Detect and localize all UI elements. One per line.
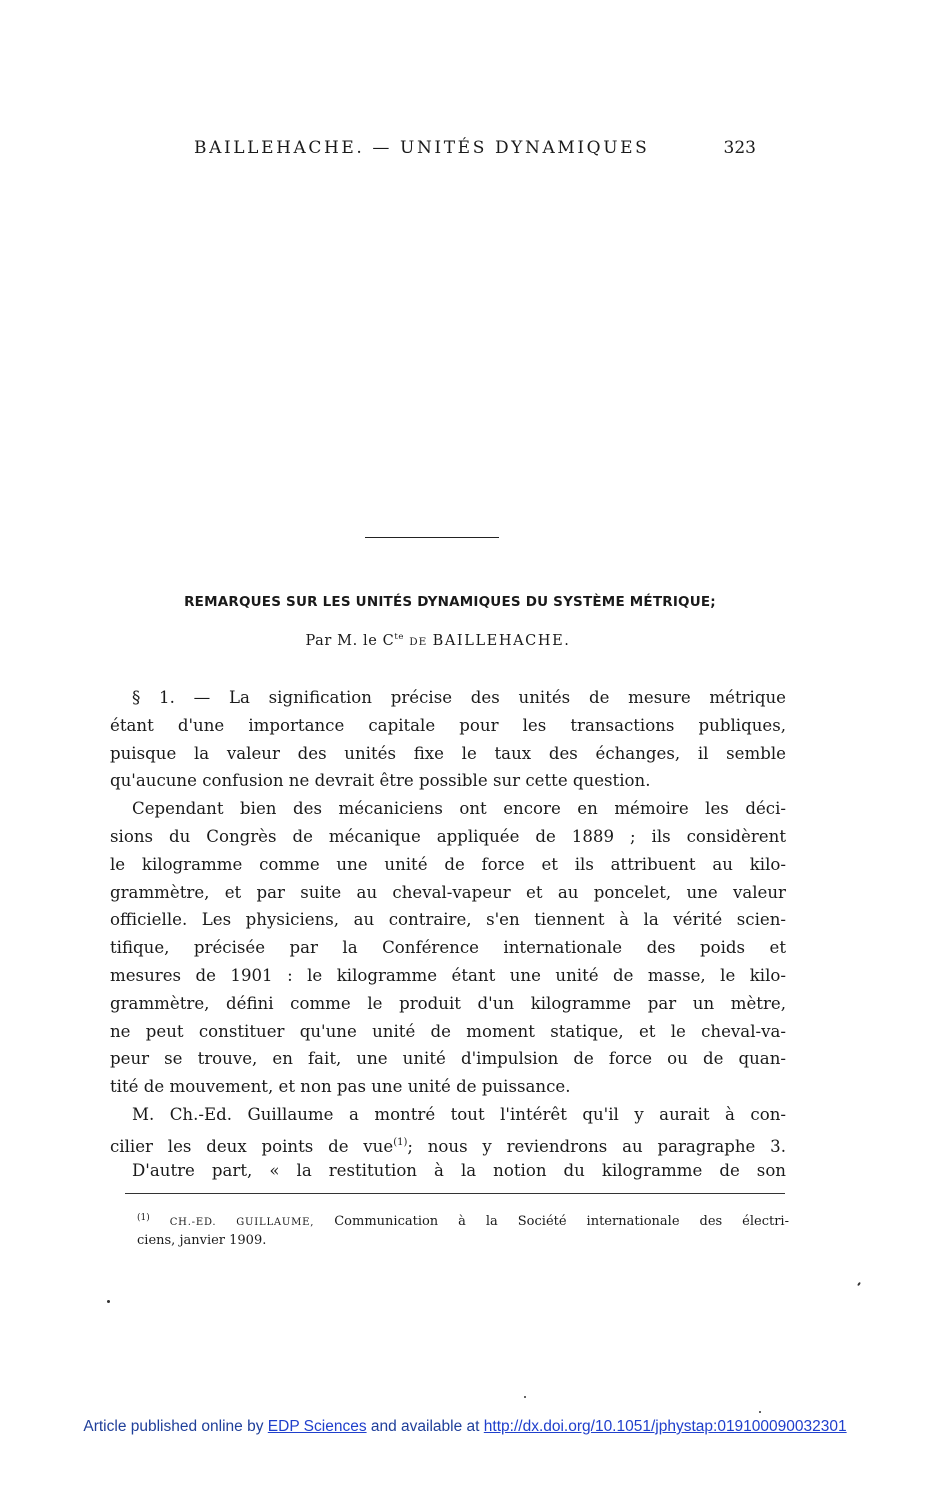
text-line: officielle. Les physiciens, au contraire, s'en tiennent à la vérité scien- bbox=[110, 910, 786, 930]
author-name: BAILLEHACHE. bbox=[432, 633, 571, 649]
footnote-ref[interactable]: (1) bbox=[393, 1136, 408, 1148]
footnote-line: ciens, janvier 1909. bbox=[137, 1233, 267, 1248]
byline bbox=[0, 632, 876, 649]
footnote-mark: (1) bbox=[137, 1213, 150, 1223]
byline-te: te bbox=[394, 632, 405, 642]
footnote bbox=[137, 1209, 789, 1250]
text-line: peur se trouve, en fait, une unité d'impulsion de force ou de quan- bbox=[110, 1049, 786, 1069]
text-line: sions du Congrès de mécanique appliquée de 1889 ; ils considèrent bbox=[110, 826, 786, 846]
text-line: qu'aucune confusion ne devrait être possible sur cette question. bbox=[110, 771, 651, 791]
text-line: M. Ch.-Ed. Guillaume a montré tout l'intérêt qu'il y aurait à con- bbox=[132, 1104, 786, 1124]
scan-speck bbox=[759, 1411, 761, 1413]
doi-link[interactable]: http://dx.doi.org/10.1051/jphystap:019100090032301 bbox=[483, 1418, 847, 1435]
article-title: REMARQUES SUR LES UNITÉS DYNAMIQUES DU SYSTÈME MÉTRIQUE; bbox=[184, 594, 716, 610]
publisher-link[interactable]: EDP Sciences bbox=[267, 1418, 367, 1435]
body-text bbox=[110, 684, 786, 1184]
running-title: BAILLEHACHE. — UNITÉS DYNAMIQUES bbox=[194, 138, 650, 158]
text-line: le kilogramme comme une unité de force et ils attribuent au kilo- bbox=[110, 854, 786, 874]
text-line: grammètre, et par suite au cheval-vapeur et au poncelet, une valeur bbox=[110, 882, 786, 902]
text-segment: ; nous y reviendrons au paragraphe 3. bbox=[407, 1136, 786, 1156]
text-line: puisque la valeur des unités fixe le taux des échanges, il semble bbox=[110, 743, 786, 763]
byline-par: Par M. le bbox=[305, 633, 378, 649]
footnote-text: Communication à la Société internationale des électri- bbox=[334, 1214, 789, 1229]
footnote-line bbox=[137, 1209, 789, 1232]
scan-speck bbox=[524, 1396, 526, 1398]
text-line: étant d'une importance capitale pour les transactions publiques, bbox=[110, 715, 786, 735]
scan-speck bbox=[107, 1300, 110, 1303]
footer-middle: and available at bbox=[370, 1418, 480, 1435]
running-head bbox=[150, 138, 770, 162]
text-line: mesures de 1901 : le kilogramme étant une unité de masse, le kilo- bbox=[110, 965, 786, 985]
text-line: § 1. — La signification précise des unités de mesure métrique bbox=[132, 688, 786, 707]
footnote-rule bbox=[125, 1193, 785, 1194]
text-line: grammètre, défini comme le produit d'un kilogramme par un mètre, bbox=[110, 993, 786, 1013]
text-line: tifique, précisée par la Conférence internationale des poids et bbox=[110, 938, 786, 958]
scan-speck bbox=[857, 1282, 861, 1286]
text-segment: cilier les deux points de vue bbox=[110, 1136, 394, 1156]
byline-c: C bbox=[382, 633, 395, 649]
footnote-author: CH.-ED. GUILLAUME, bbox=[169, 1217, 315, 1228]
text-line: D'autre part, « la restitution à la notion du kilogramme de son bbox=[132, 1160, 786, 1180]
byline-de: DE bbox=[409, 636, 428, 648]
footer-prefix: Article published online by bbox=[83, 1418, 264, 1435]
text-line-with-ref bbox=[110, 1129, 786, 1157]
title-rule bbox=[365, 537, 499, 538]
footer-bar bbox=[0, 1418, 930, 1436]
text-line: tité de mouvement, et non pas une unité de puissance. bbox=[110, 1077, 571, 1097]
text-line: Cependant bien des mécaniciens ont encore en mémoire les déci- bbox=[132, 799, 786, 819]
page-number: 323 bbox=[723, 138, 756, 158]
text-line: ne peut constituer qu'une unité de moment statique, et le cheval-va- bbox=[110, 1021, 786, 1041]
